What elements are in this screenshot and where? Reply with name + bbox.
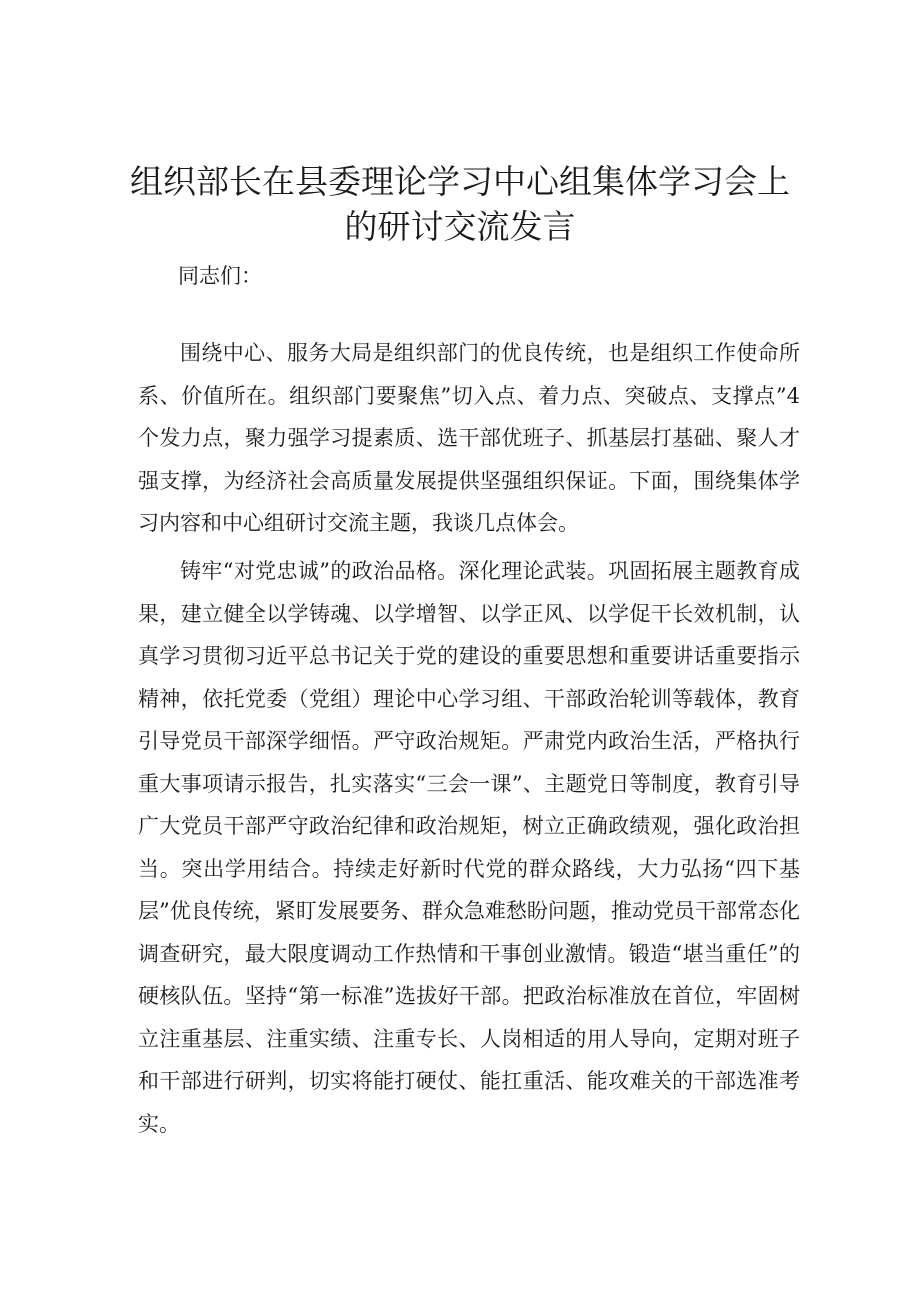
paragraph-body: 铸牢“对党忠诚”的政治品格。深化理论武装。巩固拓展主题教育成果，建立健全以学铸魂、以学增智、以学正风、以学促干长效机制，认真学习贯彻习近平总书记关于党的建设的重要思想和重要讲话重要指示精神，依托党委（党组）理论中心学习组、干部政治轮训等载体，教育引导党员干部深学细悟。严守政治规矩。严肃党内政治生活，严格执行重大事项请示报告，扎实落实“三会一课”、主题党日等制度，教育引导广大党员干部严守政治纪律和政治规矩，树立正确政绩观，强化政治担当。突出学用结合。持续走好新时代党的群众路线，大力弘扬“四下基层”优良传统，紧盯发展要务、群众急难愁盼问题，推动党员干部常态化调查研究，最大限度调动工作热情和干事创业激情。锻造“堪当重任”的硬核队伍。坚持“第一标准”选拔好干部。把政治标准放在首位，牢固树立注重基层、注重实绩、注重专长、人岗相适的用人导向，定期对班子和干部进行研判，切实将能打硬仗、能扛重活、能攻难关的干部选准考实。 xyxy=(138,559,800,1136)
document-title-line-2: 的研讨交流发言 xyxy=(344,207,576,246)
document-title-line-1: 组织部长在县委理论学习中心组集体学习会上 xyxy=(130,162,790,201)
paragraph-intro: 围绕中心、服务大局是组织部门的优良传统，也是组织工作使命所系、价值所在。组织部门要聚焦”切入点、着力点、突破点、支撑点”4个发力点，聚力强学习提素质、选干部优班子、抓基层打基础、聚人才强支撑，为经济社会高质量发展提供坚强组织保证。下面，围绕集体学习内容和中心组研讨交流主题，我谈几点体会。 xyxy=(138,341,800,535)
greeting: 同志们： xyxy=(178,264,262,288)
